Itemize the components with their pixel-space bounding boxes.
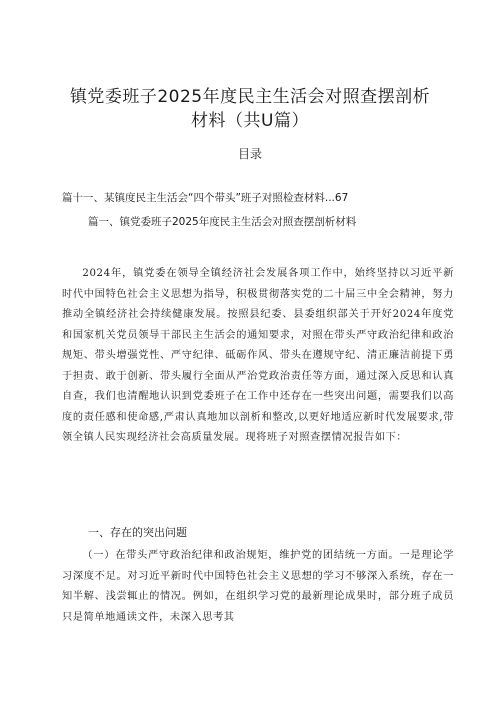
body-paragraph: （一）在带头严守政治纪律和政治规矩，维护党的团结统一方面。一是理论学习深度不足。对习近平新时代中国特色社会主义思想的学习不够深入系统，存在一知半解、浅尝辄止的情况。例如，在组织学习党的最新理论成果时，部分班子成员只是简单地通读文件，未深入思考其 xyxy=(62,550,454,623)
toc-heading: 目录 xyxy=(237,147,262,161)
document-title-line1: 镇党委班子2025年度民主生活会对照查摆剖析 xyxy=(69,87,431,107)
document-title-line2: 材料（共U篇） xyxy=(191,111,309,131)
toc-item: 篇一、镇党委班子2025年度民主生活会对照查摆剖析材料 xyxy=(88,216,357,228)
toc-item: 篇十一、某镇度民主生活会“四个带头”班子对照检查材料...67 xyxy=(62,192,349,204)
section-heading: 一、存在的突出问题 xyxy=(88,526,187,539)
body-paragraph: 2024年，镇党委在领导全镇经济社会发展各项工作中，始终坚持以习近平新时代中国特色社会主义思想为指导，积极贯彻落实党的二十届三中全会精神，努力推动全镇经济社会持续健康发展。按照县纪委、县委组织部关于开好2024年度党和国家机关党员领导干部民主生活会的通知要求，对照在带头严守政治纪律和政治规矩、带头增强党性、严守纪律、砥砺作风、带头在遵规守纪、清正廉洁前提下勇于担责、敢于创新、带头履行全面从严治党政治责任等方面，通过深入反思和认真自查，我们也清醒地认识到党委班子在工作中还存在一些突出问题，需要我们以高度的责任感和使命感,严肃认真地加以剖析和整改,以更好地适应新时代发展要求,带领全镇人民实现经济社会高质量发展。现将班子对照查摆情况报告如下： xyxy=(62,268,454,443)
